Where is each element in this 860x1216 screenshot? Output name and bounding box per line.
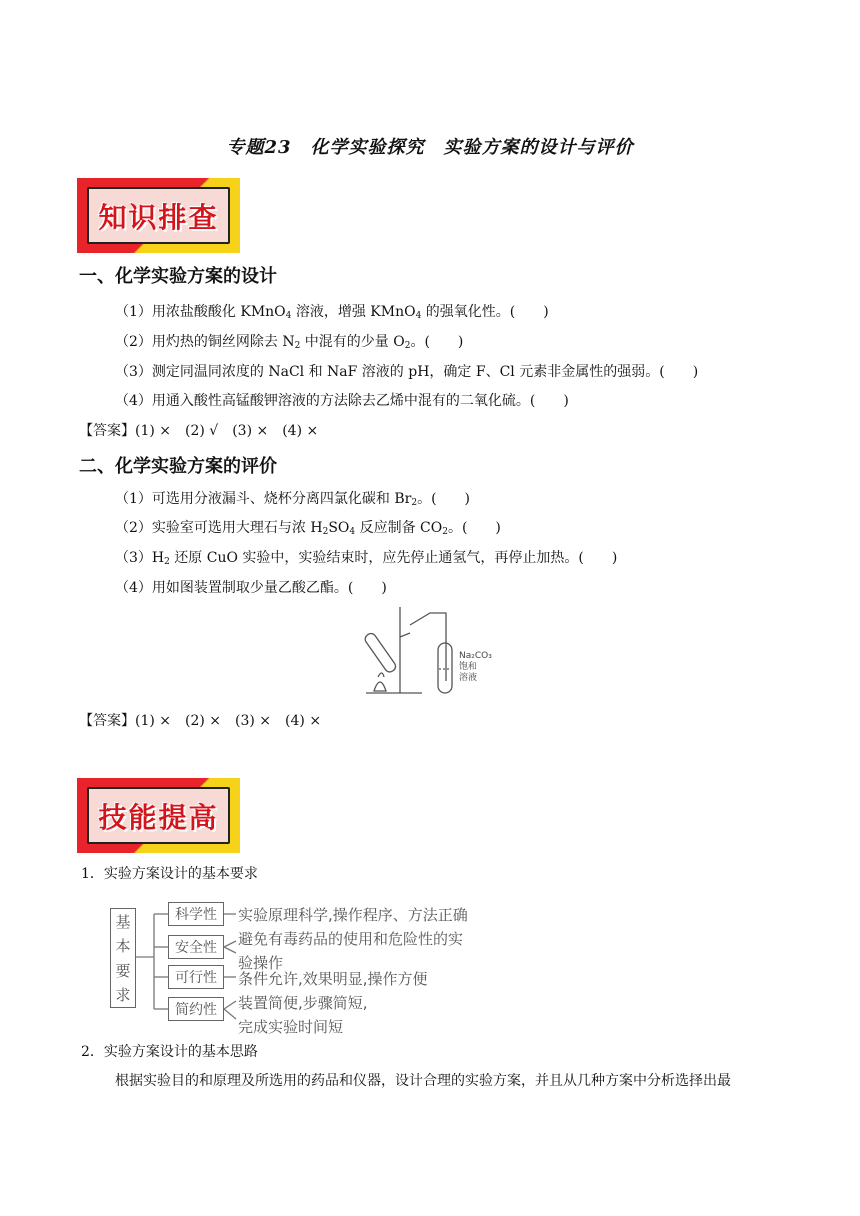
figure-label: Na₂CO₃ 饱和 溶液 <box>459 651 492 683</box>
desc-safety-1: 避免有毒药品的使用和危险性的实 <box>238 930 464 948</box>
section1-item-2: （2）用灼热的铜丝网除去 $N_2$ 中混有的少量 $O_2$。( ) <box>115 334 464 351</box>
tag-feasibility: 可行性 <box>168 965 224 989</box>
tag-safety: 安全性 <box>168 935 224 959</box>
point-1-heading: 1．实验方案设计的基本要求 <box>81 866 258 882</box>
tag-simplicity: 简约性 <box>168 997 224 1021</box>
section2-item-3: $(3)H_2$ 还原 CuO 实验中，实验结束时，应先停止通氢气，再停止加热。( ) <box>115 550 618 567</box>
section2-heading: 二、化学实验方案的评价 <box>79 456 277 477</box>
section1-item-1: （1）用浓盐酸酸化 KMnO$_4$ 溶液，增强 KMnO$_4$ 的强氧化性。( ) <box>115 304 549 321</box>
section2-item-2: （2）实验室可选用大理石与浓 $H_2SO_4$ 反应制备 $CO_2$。( ) <box>115 520 501 537</box>
page-title: 专题23 化学实验探究 实验方案的设计与评价 <box>226 137 634 158</box>
section1-answer: 【答案】(1) × (2) √ (3) × (4) × <box>79 423 319 439</box>
desc-feasibility: 条件允许,效果明显,操作方便 <box>238 970 428 988</box>
desc-simplicity-1: 装置简便,步骤简短, <box>238 994 368 1012</box>
desc-scientific: 实验原理科学,操作程序、方法正确 <box>238 906 468 924</box>
section1-item-3: （3）测定同温同浓度的 NaCl 和 NaF 溶液的 pH，确定 F、Cl 元素非金属性的强弱。( ) <box>115 364 699 380</box>
section1-item-4: （4）用通入酸性高锰酸钾溶液的方法除去乙烯中混有的二氧化硫。( ) <box>115 393 569 409</box>
skills-badge <box>77 778 240 853</box>
desc-safety-2: 验操作 <box>238 954 284 972</box>
point-2-heading: 2．实验方案设计的基本思路 <box>81 1044 258 1060</box>
requirements-root: 基 本 要 求 <box>110 908 136 1008</box>
tag-scientific: 科学性 <box>168 902 224 926</box>
section2-item-4: （4）用如图装置制取少量乙酸乙酯。( ) <box>115 580 387 596</box>
knowledge-badge-label: 知识排查 <box>87 187 230 244</box>
point-2-text: 根据实验目的和原理及所选用的药品和仪器，设计合理的实验方案，并且从几种方案中分析选择出最 <box>115 1073 731 1089</box>
section2-item-1: （1）可选用分液漏斗、烧杯分离四氯化碳和 $Br_2$。( ) <box>115 491 471 508</box>
requirements-diagram <box>110 893 470 1036</box>
skills-badge-label: 技能提高 <box>87 787 230 844</box>
section2-answer: 【答案】(1) × (2) × (3) × (4) × <box>79 713 322 729</box>
section1-heading: 一、化学实验方案的设计 <box>79 266 277 287</box>
knowledge-badge <box>77 178 240 253</box>
desc-simplicity-2: 完成实验时间短 <box>238 1018 344 1036</box>
